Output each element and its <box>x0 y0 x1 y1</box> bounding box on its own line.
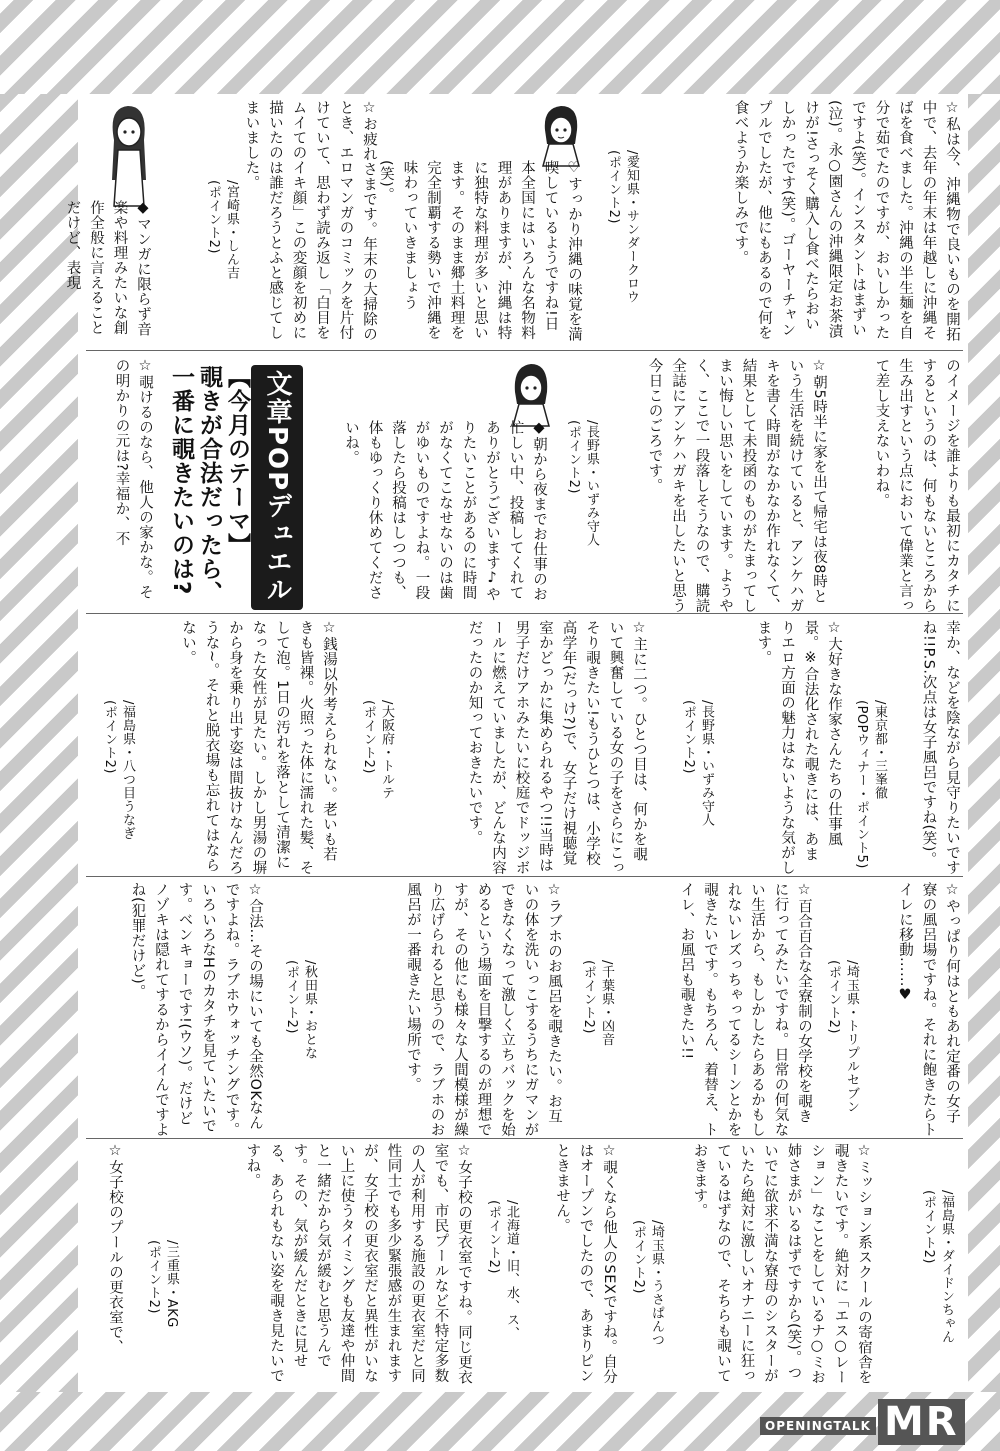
illustrated-avatar <box>505 358 555 428</box>
section-logo: 文章POPデュエル <box>251 365 303 610</box>
row-divider <box>86 876 963 877</box>
letter-signature: /北海道・旧、水、ス、 (ポイント2) <box>486 1200 519 1340</box>
letter-signature: /大阪府・トルテ (ポイント2) <box>361 700 394 800</box>
reader-letter: ☆大好きな作家さんたちの仕事風景。※合法化された覗きには、あまりエロ方面の魅力はないような気がします。 <box>755 620 842 875</box>
row-divider <box>86 613 963 614</box>
footer-section-label: OPENINGTALK <box>760 1417 876 1435</box>
letter-continuation: 幸か、などを陰ながら見守りたいですね!!P.S.次点は女子風呂ですね(笑)。 <box>920 620 960 875</box>
letter-signature: /千葉県・凶音 (ポイント2) <box>581 960 614 1046</box>
reader-letter: ☆ラブホのお風呂を覗きたい。お互いの体を洗いっこするうちにガマンができなくなって激しく立ちバックを始めるという場面を目撃するのが理想ですが、その他にも様々な人間模様が繰り広げられると思うので、ラブホのお風呂が一番覗きたい場所です。 <box>405 882 562 1137</box>
reader-letter: ☆覗けるのなら、他人の家かな。その明かりの元は?幸福か、不 <box>113 358 153 600</box>
reader-letter: ☆私は今、沖縄物で良いものを開拓中で、去年の年末は年越しに沖縄そばを食べました。沖縄の半生麺を自分で茹でたのですが、おいしかったですよ(笑)。インスタントはまずい(泣)。永○園さんの沖縄限定お茶漬けが!さっそく購入し食べたらおいしかったです(笑)。ゴーヤーチャンプルでしたが、他にもあるので何を食べようか楽しみです。 <box>732 100 960 342</box>
reader-letter: ☆ミッション系スクールの寄宿舎を覗きたいです。絶対に「エス○レーション」なことをしているナ○ミお姉さまがいるはずですから(笑)。ついでに欲求不満な寮母のシスターがいたら絶対に激しいオナニーに狂っているはずなので、そちらも覗いておきます。 <box>691 1143 872 1385</box>
row-divider <box>86 1138 963 1139</box>
letter-signature: /長野県・いずみ守人 (ポイント2) <box>681 700 714 827</box>
letter-signature: /福島県・ダイドンちゃん (ポイント2) <box>921 1190 954 1344</box>
reader-letter: ☆朝5時半に家を出て帰宅は夜8時という生活を続けていると、アンケハガキを書く時間がなかなか作れなくて、結果として未投函のものがたまってしまい悔しい思いをしています。ようやく、ここで一段落しそうなので、購読全誌にアンケハガキを出したいと思う今日このごろです。 <box>646 358 827 613</box>
reader-letter: ☆覗くなら他人のSEXですね。自分はオープンでしたので、あまりピンときません。 <box>554 1143 617 1385</box>
letter-signature: /長野県・いずみ守人 (ポイント2) <box>566 420 599 547</box>
magazine-logo: MR <box>878 1399 965 1445</box>
editor-reply: ◆朝から夜までお仕事のお忙しい中、投稿してくれてありがとうございます♪やりたいことがあるのに時間がなくてこなせないのは歯がゆいものですよね。一段落したら投稿はしつつも、体もゆっくり休めてくださいね。 <box>343 420 547 602</box>
reader-letter: ☆百合百合な全寮制の女学校を覗きに行ってみたいですね。日常の何気ない生活から、もしかしたらあるかもしれないレズっちゃってるシーンとかを覗きたいです。もちろん、着替え、トイレ、お風呂も覗きたい!! <box>678 882 812 1137</box>
footer-brand <box>760 1399 980 1445</box>
letter-signature: /東京都・三峯徹 (POPウィナー・ポイント5) <box>854 700 887 869</box>
reader-letter: ☆女子校の更衣室ですね。同じ更衣室でも、市民プールなど不特定多数の人が利用する施設の更衣室だと同性同士でも多少緊張感が生まれますが、女子校の更衣室だと異性がいない上に使うタイミングも友達や仲間と一緒だから気が緩むと思うんです。その、気が緩んだときに見せる、あられもない姿を覗き見たいですね。 <box>244 1143 472 1385</box>
monthly-theme-box <box>165 365 303 610</box>
letter-signature: /愛知県・サンダークロウ (ポイント2) <box>606 150 639 304</box>
monthly-theme-heading: 【今月のテーマ】 覗きが合法だったら、 一番に覗きたいのは? <box>168 365 250 605</box>
reader-letter: ☆女子校のプールの更衣室で、 <box>107 1143 123 1355</box>
illustrated-avatar <box>535 100 585 168</box>
letter-signature: /宮崎県・しん吉 (ポイント2) <box>206 180 239 280</box>
row-divider <box>86 350 963 351</box>
reader-letter: ☆銭湯以外考えられない。老いも若きも皆裸。火照った体に濡れた髪、そして泡。1日の汚れを落として清潔になった女性が見たい。しかし男湯の塀から身を乗り出す姿は間抜けなんだろうな~。それと脱衣場も忘れてはならない。 <box>180 620 337 875</box>
editor-reply: ♡すっかり沖縄の味覚を満喫しているようですね!日本全国にはいろんな名物料理がありますが、沖縄は特に独特な料理が多いと思います。そのまま郷土料理を完全制覇する勢いで沖縄を味わっていきましょう(笑)。 <box>378 160 582 342</box>
letter-signature: /埼玉県・トリプルセブン (ポイント2) <box>826 960 859 1114</box>
letter-signature: /三重県・AKG (ポイント2) <box>146 1240 179 1328</box>
letter-signature: /秋田県・おとな (ポイント2) <box>284 960 317 1060</box>
letter-signature: /埼玉県・うさぱんつ (ポイント2) <box>631 1220 664 1347</box>
decorative-stripe-top <box>0 0 1000 94</box>
letter-continuation: のイメージを誰よりも最初にカタチにするというのは、何もないところから生み出すという点において偉業と言って差し支えないわね。 <box>873 358 960 613</box>
letter-signature: /福島県・八つ目うなぎ (ポイント2) <box>102 700 135 840</box>
reader-letter: ☆やっぱり何はともあれ定番の女子寮の風呂場ですね。それに飽きたらトイレに移動……♥ <box>897 882 960 1137</box>
illustrated-avatar <box>102 100 154 210</box>
reader-letter: ☆合法…その場にいても全然OKなんですよね。ラブホウォッチングです。いろいろなHのカタチを見ていたいです。ベンキョーです!(ウソ)。だけどノゾキは隠れてするからイイんですよね(犯罪だけど)。 <box>129 882 263 1137</box>
editor-reply: ◆マンガに限らず音楽や料理みたいな創作全般に言えることだけど、表現 <box>64 200 151 337</box>
decorative-stripe-right <box>968 94 1000 1392</box>
reader-letter: ☆主に二つ。ひとつ目は、何かを覗いて興奮している女の子をさらにこっそり覗きたい!もうひとつは、小学校高学年(だっけ?)で、女子だけ視聴覚室かどっかに集められるやつ!!当時は男子だけアホみたいに校庭でドッジボールに燃えていましたが、どんな内容だったのか知っておきたいです。 <box>466 620 647 875</box>
reader-letter: ☆お疲れさまです。年末の大掃除のとき、エロマンガのコミックを片付けていて、思わず読み返し「白目をムイてのイキ顔」この変顔を初めに描いたのは誰だろうとふと感じてしまいました。 <box>243 100 377 342</box>
